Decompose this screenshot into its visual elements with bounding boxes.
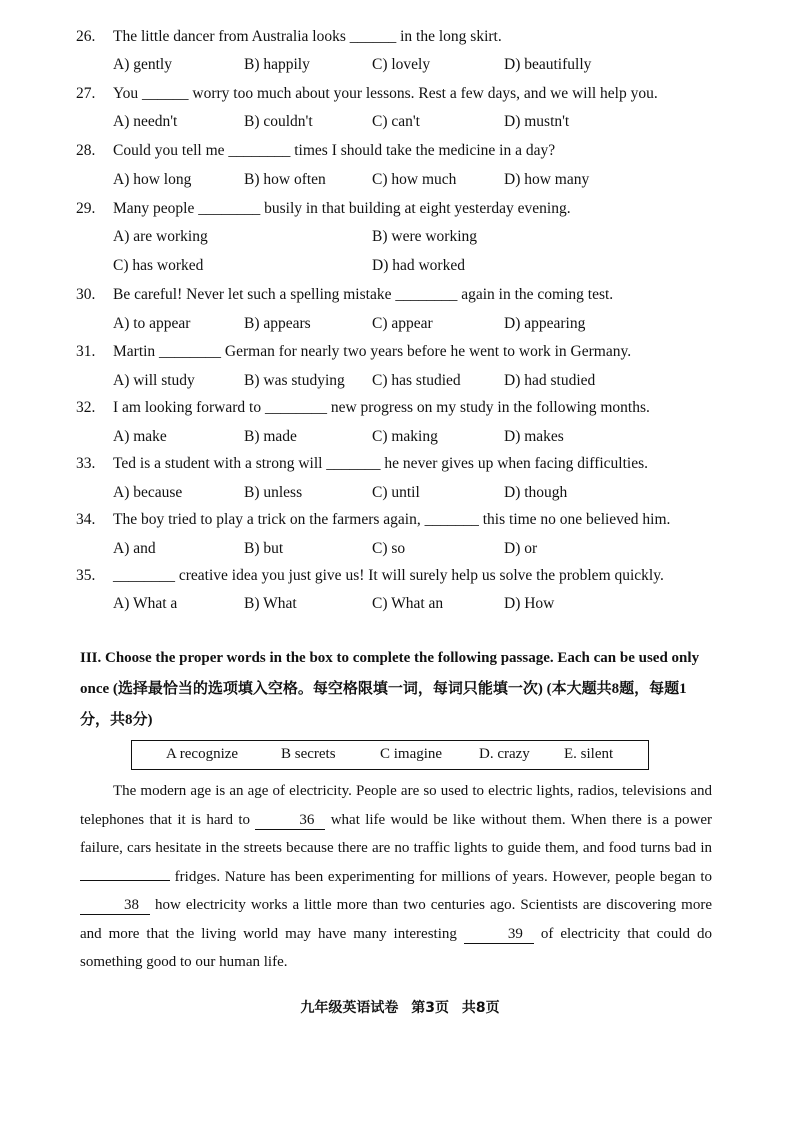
option-c: C) until: [372, 484, 420, 501]
question-stem: The boy tried to play a trick on the farmers again, _______ this time no one believed him.: [113, 511, 671, 528]
passage-text-4: how electricity works a little more than two centuries ago. Scientists are discovering more and more that the living world may have many interesting: [80, 897, 712, 942]
box-word-c: C imagine: [380, 746, 443, 762]
option-a: A) because: [113, 484, 183, 501]
passage-text-2: what life would be like without them. When there is a power failure, cars hesitate in the streets because there are no traffic lights to guide them, and food turns bad in: [80, 811, 712, 856]
question-33: [76, 454, 648, 474]
option-b: B) but: [244, 540, 284, 557]
option-d: D) mustn't: [504, 113, 570, 130]
box-word-e: E. silent: [564, 746, 614, 762]
question-29: [76, 199, 571, 219]
option-c: C) how much: [372, 171, 457, 188]
question-stem: Many people ________ busily in that building at eight yesterday evening.: [113, 200, 571, 217]
option-d: D) beautifully: [504, 56, 592, 73]
question-number: 33.: [76, 455, 96, 472]
footer-page: 第3页: [411, 1000, 449, 1016]
option-d: D) How: [504, 595, 555, 612]
option-a: A) gently: [113, 56, 172, 73]
option-c: C) has worked: [113, 257, 204, 274]
question-stem: Ted is a student with a strong will _______ he never gives up when facing difficulties.: [113, 455, 648, 472]
option-a: A) how long: [113, 171, 192, 188]
page-footer: [0, 997, 800, 1017]
passage-text-1: The modern age is an age of electricity. People are so used to electric lights, radios, televisions and telephones that it is hard to: [80, 783, 712, 828]
option-c: C) lovely: [372, 56, 431, 73]
option-b: B) were working: [372, 228, 478, 245]
option-d: D) though: [504, 484, 568, 501]
blank-37[interactable]: [80, 880, 170, 881]
option-d: D) appearing: [504, 315, 586, 332]
option-d: D) makes: [504, 428, 564, 445]
box-word-b: B secrets: [281, 746, 336, 762]
question-28: [76, 141, 555, 161]
footer-total: 共8页: [461, 1000, 500, 1016]
option-b: B) appears: [244, 315, 311, 332]
passage-text-5: of electricity that could do something good to our human life.: [80, 925, 713, 970]
option-c: C) has studied: [372, 372, 461, 389]
question-number: 32.: [76, 399, 96, 416]
question-34: [76, 510, 670, 530]
question-26: [76, 27, 502, 47]
question-number: 31.: [76, 343, 96, 360]
passage-paragraph: [80, 777, 712, 977]
option-c: C) can't: [372, 113, 420, 130]
question-stem: I am looking forward to ________ new progress on my study in the following months.: [113, 399, 650, 416]
question-number: 35.: [76, 567, 96, 584]
option-d: D) had worked: [372, 257, 465, 274]
question-number: 30.: [76, 286, 96, 303]
box-word-d: D. crazy: [479, 746, 530, 762]
option-a: A) are working: [113, 228, 208, 245]
question-stem: The little dancer from Australia looks ______ in the long skirt.: [113, 28, 502, 45]
passage-text-3: fridges. Nature has been experimenting for millions of years. However, people began to: [174, 868, 713, 885]
question-number: 34.: [76, 511, 96, 528]
option-b: B) couldn't: [244, 113, 313, 130]
section-3-heading: III. Choose the proper words in the box to complete the following passage. Each can be used only once (选择最恰当的选项填入空格。每空格限填一词，每词只能填一次) (本大题共8题，每题1分，共8分): [80, 650, 700, 728]
option-b: B) unless: [244, 484, 303, 501]
option-a: A) needn't: [113, 113, 178, 130]
option-b: B) how often: [244, 171, 326, 188]
question-stem: Be careful! Never let such a spelling mistake ________ again in the coming test.: [113, 286, 614, 303]
blank-38[interactable]: 38: [80, 896, 150, 915]
option-b: B) happily: [244, 56, 310, 73]
question-stem: ________ creative idea you just give us! It will surely help us solve the problem quickly.: [113, 567, 664, 584]
box-word-a: A recognize: [166, 746, 239, 762]
question-number: 28.: [76, 142, 96, 159]
passage: [80, 777, 712, 977]
option-c: C) What an: [372, 595, 444, 612]
question-stem: Could you tell me ________ times I should take the medicine in a day?: [113, 142, 556, 159]
question-number: 29.: [76, 200, 96, 217]
option-b: B) What: [244, 595, 297, 612]
option-d: D) or: [504, 540, 538, 557]
option-c: C) so: [372, 540, 406, 557]
question-32: [76, 398, 650, 418]
option-c: C) appear: [372, 315, 433, 332]
option-b: B) was studying: [244, 372, 345, 389]
option-a: A) to appear: [113, 315, 191, 332]
question-stem: Martin ________ German for nearly two years before he went to work in Germany.: [113, 343, 632, 360]
question-31: [76, 342, 631, 362]
option-c: C) making: [372, 428, 438, 445]
question-number: 26.: [76, 28, 96, 45]
option-a: A) will study: [113, 372, 195, 389]
option-a: A) and: [113, 540, 156, 557]
question-27: [76, 84, 658, 104]
option-b: B) made: [244, 428, 297, 445]
question-30: [76, 285, 613, 305]
option-a: A) What a: [113, 595, 178, 612]
option-d: D) how many: [504, 171, 590, 188]
option-d: D) had studied: [504, 372, 596, 389]
word-box: [131, 740, 649, 770]
option-a: A) make: [113, 428, 167, 445]
blank-39[interactable]: 39: [464, 925, 534, 944]
question-number: 27.: [76, 85, 96, 102]
question-stem: You ______ worry too much about your lessons. Rest a few days, and we will help you.: [113, 85, 658, 102]
footer-title: 九年级英语试卷: [300, 1000, 399, 1016]
question-35: [76, 566, 664, 586]
blank-36[interactable]: 36: [255, 811, 325, 830]
